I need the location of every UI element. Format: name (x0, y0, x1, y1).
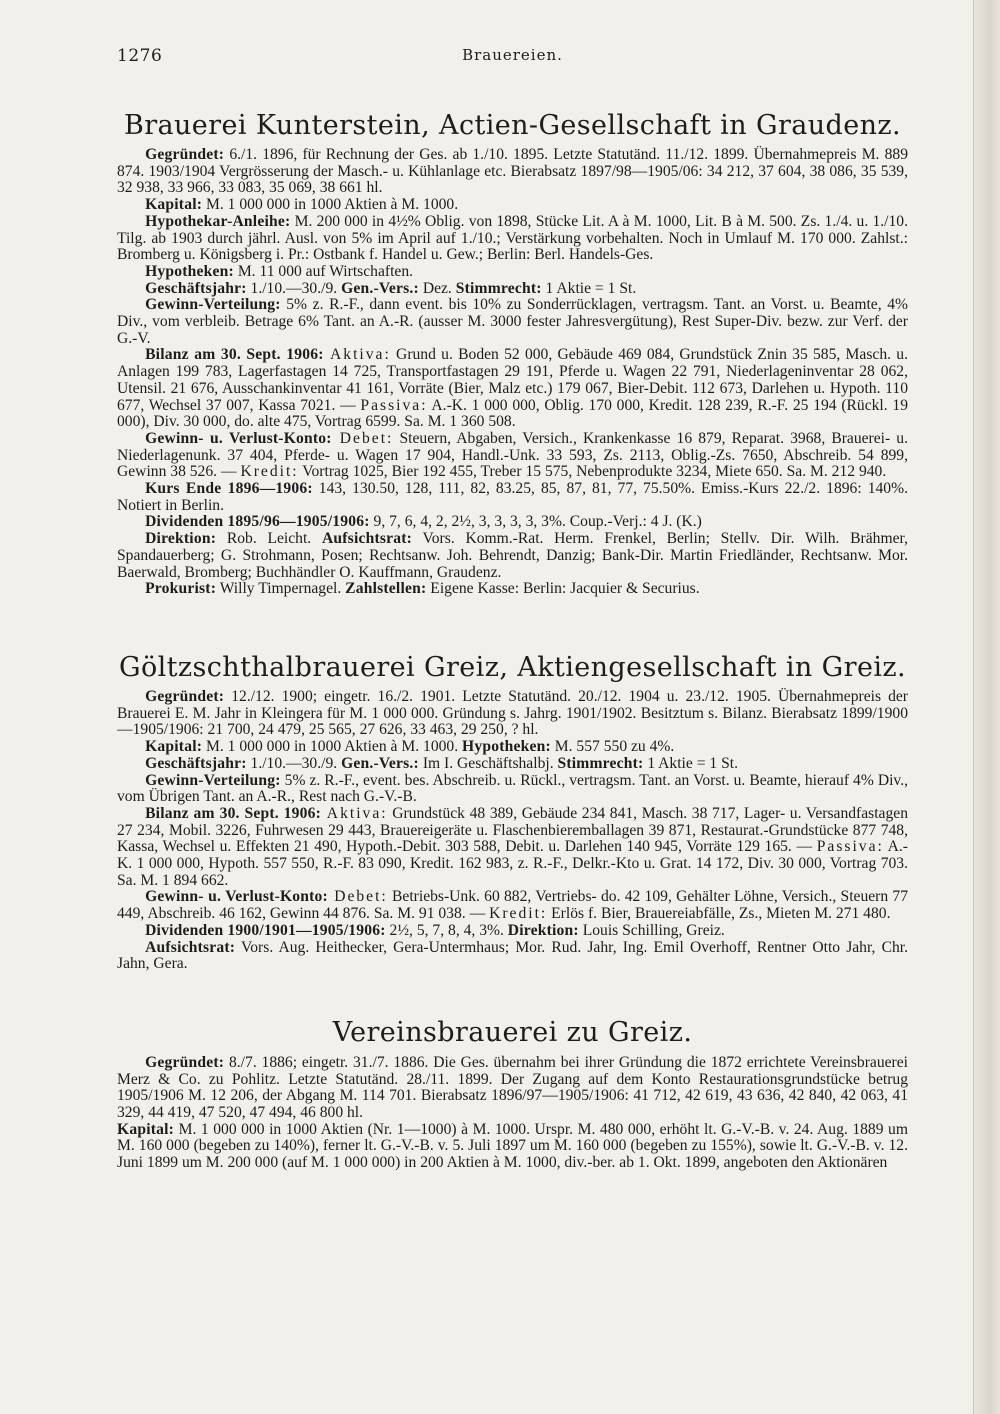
company-section (117, 1017, 908, 1172)
entry-share-price: Kurs Ende 1896—1906: 143, 130.50, 128, 111, 82, 83.25, 85, 87, 81, 77, 75.50%. Emiss.-Kurs 22./2. 1896: 140%. Notiert in Berlin. (117, 480, 908, 514)
entry-mortgages: Hypotheken: M. 11 000 auf Wirtschaften. (145, 262, 414, 280)
company-title: Brauerei Kunterstein, Actien-Gesellschaft in Graudenz. (123, 110, 902, 141)
page-number: 1276 (117, 46, 163, 66)
company-section (117, 652, 908, 973)
entry-profit-loss: Gewinn- u. Verlust-Konto: Debet: Betriebs-Unk. 60 882, Vertriebs- do. 42 109, Gehälter Löhne, Versich., Steuern 77 449, Abschreib. 46 162, Gewinn 44 876. Sa. M. 91 038. — Kredit: Erlös f. Bier, Brauereiabfälle, Zs., Mieten M. 271 480. (117, 888, 908, 923)
entry-fiscal-year: Geschäftsjahr: 1./10.—30./9. Gen.-Vers.: Dez. Stimmrecht: 1 Aktie = 1 St. (145, 279, 637, 297)
entry-balance-sheet: Bilanz am 30. Sept. 1906: Aktiva: Grundstück 48 389, Gebäude 234 841, Masch. 38 717, Lager- u. Versandfastagen 27 234, Mobil. 3226, Fuhrwesen 29 443, Brauereigeräte u. Flaschenbieremballagen 39 871, Restaurat.-Grundstücke 877 748, Kassa, Wechsel u. Effekten 21 490, Hypoth.-Debit. 303 588, Debit. u. Darlehen 140 945, Vorräte 129 165. — Passiva: A.-K. 1 000 000, Hypoth. 557 550, R.-F. 83 090, Kredit. 162 983, z. R.-F., Delkr.-Kto u. Grat. 14 172, Div. 30 000, Vortrag 703. Sa. M. 1 894 662. (117, 804, 909, 889)
page-edge (973, 0, 1000, 1414)
entry-founded: Gegründet: 8./7. 1886; eingetr. 31./7. 1886. Die Ges. übernahm bei ihrer Gründung die 1872 errichtete Vereinsbrauerei Merz & Co. zu Pohlitz. Letzte Statutänd. 28./11. 1899. Der Zugang auf dem Konto Restaurationsgrundstücke betrug 1905/1906 M. 12 206, der Abgang M. 114 701. Bierabsatz 1896/97—1905/1906: 41 712, 42 619, 43 636, 42 840, 42 063, 41 329, 44 419, 47 520, 47 494, 46 800 hl. (117, 1053, 908, 1122)
company-section (117, 110, 908, 598)
entry-founded: Gegründet: 12./12. 1900; eingetr. 16./2. 1901. Letzte Statutänd. 20./12. 1904 u. 23./12. 1905. Übernahmepreis der Brauerei E. M. Jahr in Kleingera für M. 1 000 000. Gründung s. Jahrg. 1901/1902. Besitztum s. Bilanz. Bierabsatz 1899/1900—1905/1906: 21 700, 24 479, 25 565, 27 626, 33 463, 29 250, ? hl. (117, 687, 908, 739)
running-title: Brauereien. (462, 46, 563, 64)
entry-capital: Kapital: M. 1 000 000 in 1000 Aktien (Nr. 1—1000) à M. 1000. Urspr. M. 480 000, erhöht lt. G.-V.-B. v. 24. Aug. 1889 um M. 160 000 (begeben zu 140%), ferner lt. G.-V.-B. v. 5. Juli 1897 um M. 160 000 (begeben zu 155%), sowie lt. G.-V.-B. v. 12. Juni 1899 um M. 200 000 (auf M. 1 000 000) in 200 Aktien à M. 1000, div.-ber. ab 1. Okt. 1899, angeboten den Aktionären (117, 1120, 908, 1172)
company-title: Göltzschthalbrauerei Greiz, Aktiengesellschaft in Greiz. (119, 651, 906, 683)
entry-balance-sheet: Bilanz am 30. Sept. 1906: Aktiva: Grund u. Boden 52 000, Gebäude 469 084, Grundstück Znin 35 585, Masch. u. Anlagen 199 783, Lagerfastagen 14 725, Transportfastagen 29 191, Pferde u. Wagen 22 791, Niederlageninventar 28 062, Utensil. 21 676, Ausschankinventar 41 161, Vorräte (Bier, Malz etc.) 179 067, Bier-Debit. 112 673, Darlehen u. Hypoth. 110 677, Wechsel 37 007, Kassa 7021. — Passiva: A.-K. 1 000 000, Oblig. 170 000, Kredit. 128 239, R.-F. 25 194 (Rückl. 19 000), Div. 30 000, do. alte 475, Vortrag 6599. Sa. M. 1 360 508. (117, 346, 908, 431)
entry-management: Direktion: Rob. Leicht. Aufsichtsrat: Vors. Komm.-Rat. Herm. Frenkel, Berlin; Stellv. Dir. Wilh. Brähmer, Spandauerberg; G. Strohmann, Posen; Rechtsanw. Joh. Behrendt, Danzig; Bank-Dir. Martin Friedländer, Rechtsanw. Mor. Baerwald, Bromberg; Buchhändler O. Kauffmann, Graudenz. (117, 530, 908, 581)
entry-mortgage-loan: Hypothekar-Anleihe: M. 200 000 in 4½% Oblig. von 1898, Stücke Lit. A à M. 1000, Lit. B à M. 500. Zs. 1./4. u. 1./10. Tilg. ab 1903 durch jährl. Ausl. von 5% im April auf 1./10.; Verstärkung vorbehalten. Noch in Umlauf M. 170 000. Zahlst.: Bromberg u. Königsberg i. Pr.: Ostbank f. Handel u. Gew.; Berlin: Berl. Handels-Ges. (117, 212, 908, 264)
company-title: Vereinsbrauerei zu Greiz. (332, 1016, 693, 1048)
entry-capital: Kapital: M. 1 000 000 in 1000 Aktien à M. 1000. Hypotheken: M. 557 550 zu 4%. (145, 738, 675, 756)
entry-proxy-paying-agents: Prokurist: Willy Timpernagel. Zahlstellen: Eigene Kasse: Berlin: Jacquier & Securius. (145, 580, 700, 598)
entry-capital: Kapital: M. 1 000 000 in 1000 Aktien à M. 1000. (145, 196, 459, 214)
entry-founded: Gegründet: 6./1. 1896, für Rechnung der Ges. ab 1./10. 1895. Letzte Statutänd. 11./12. 1899. Übernahmepreis M. 889 874. 1903/1904 Vergrösserung der Masch.- u. Kühlanlage etc. Bierabsatz 1897/98—1905/06: 34 212, 37 604, 38 086, 35 539, 32 938, 33 966, 33 083, 35 069, 38 661 hl. (117, 146, 908, 197)
entry-supervisory-board: Aufsichtsrat: Vors. Aug. Heithecker, Gera-Untermhaus; Mor. Rud. Jahr, Ing. Emil Overhoff, Rentner Otto Jahr, Chr. Jahn, Gera. (117, 938, 908, 973)
entry-fiscal-year: Geschäftsjahr: 1./10.—30./9. Gen.-Vers.: Im I. Geschäftshalbj. Stimmrecht: 1 Aktie = 1 St. (145, 754, 738, 772)
entry-dividends: Dividenden 1900/1901—1905/1906: 2½, 5, 7, 8, 4, 3%. Direktion: Louis Schilling, Greiz. (145, 921, 725, 939)
entry-profit-loss: Gewinn- u. Verlust-Konto: Debet: Steuern, Abgaben, Versich., Krankenkasse 16 879, Reparat. 3968, Brauerei- u. Niederlagenunk. 37 404, Pferde- u. Wagen 17 904, Handl.-Unk. 33 593, Zs. 2113, Oblig.-Zs. 7650, Abschreib. 54 899, Gewinn 38 526. — Kredit: Vortrag 1025, Bier 192 455, Treber 15 575, Nebenprodukte 3234, Miete 650. Sa. M. 212 940. (117, 429, 909, 481)
entry-profit-distribution: Gewinn-Verteilung: 5% z. R.-F., dann event. bis 10% zu Sonderrücklagen, vertragsm. Tant. an Vorst. u. Beamte, 4% Div., vom verbleib. Betrage 6% Tant. an A.-R. (ausser M. 3000 fester Jahresvergütung), Rest Super-Div. bezw. zur Verf. der G.-V. (117, 296, 908, 347)
entry-dividends: Dividenden 1895/96—1905/1906: 9, 7, 6, 4, 2, 2½, 3, 3, 3, 3, 3%. Coup.-Verj.: 4 J. (K.) (145, 513, 702, 531)
entry-profit-distribution: Gewinn-Verteilung: 5% z. R.-F., event. bes. Abschreib. u. Rückl., vertragsm. Tant. an Vorst. u. Beamte, hierauf 4% Div., vom Übrigen Tant. an A.-R., Rest nach G.-V.-B. (117, 771, 908, 806)
running-header (117, 40, 908, 66)
